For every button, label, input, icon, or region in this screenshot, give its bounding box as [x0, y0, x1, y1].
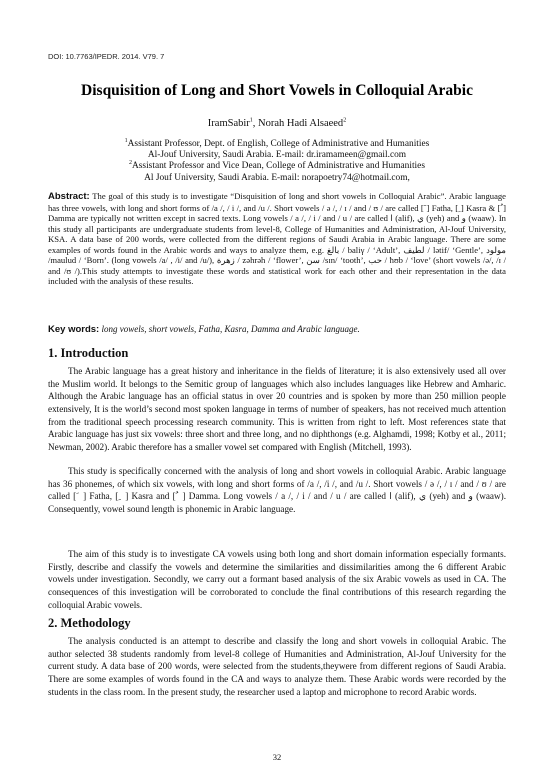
author-separator: , [252, 118, 259, 129]
affiliation-line: Al Jouf University, Saudi Arabia. E-mail: norapoetry74@hotmail.com, [144, 172, 410, 183]
keywords-text: long vowels, short vowels, Fatha, Kasra, Damma and Arabic language. [99, 324, 360, 334]
affiliation-mark: 2 [129, 160, 133, 167]
paragraph: The Arabic language has a great history and inheritance in the fields of literature; it is also extensively used all over the Muslim world. It belongs to the Semitic group of languages which also includes languages like Hebrew and Amharic. Although the Arabic language has an official status in over 20 countries and is spoken by more than 250 million people extensively, It is the world’s second most spoken language in terms of number of speakers, has not received much attention from the traditional speech processing research community. This is written from right to left. Most references state that Arabic language has just six vowels: three short and three long, and no diphthongs (e.g. Alghamdi, 1998; Kotby et al., 2011; Newman, 2002). Arabic therefore has a smaller vowel set compared with English (Mitchell, 1993). [48, 366, 506, 452]
affiliation-line [48, 139, 506, 150]
keywords [48, 324, 506, 335]
affiliation-line: Al-Jouf University, Saudi Arabia. E-mail: dr.iramameen@gmail.com [147, 150, 407, 161]
author-name: IramSabir [207, 118, 250, 129]
affiliation-mark: 1 [124, 137, 128, 144]
author-affiliation-mark: 2 [343, 117, 347, 124]
keywords-label: Key words: [48, 324, 100, 335]
paragraph: This study is specifically concerned with the analysis of long and short vowels in colloquial Arabic. Arabic language has 36 phonemes, of which six vowels, with long and short forms of /a /, /i /, and /u /. Short vowels / ə /, / ɪ / and / ʊ / are called [ َ ] Fatha, [ ِ ] Kasra and [ ُ ] Damma. Long vowels / a /, / i / and / u / are called ا (alif), ي (yeh) and و (waaw). Consequently, vowel sound length is phonemic in Arabic language. [48, 466, 506, 514]
author-affiliation-mark: 1 [249, 117, 253, 124]
section-heading: 1. Introduction [48, 346, 129, 360]
page-number: 32 [272, 752, 282, 762]
paper-title: Disquisition of Long and Short Vowels in Colloquial Arabic [81, 82, 473, 99]
affiliation-line [48, 161, 506, 172]
author-name: Norah Hadi Alsaeed [258, 118, 344, 129]
abstract-text: The goal of this study is to investigate “Disquisition of long and short vowels in Colloquial Arabic”. Arabic language has three vowels, with long and short forms of /a /, / i /, and /u /. Short vowels / ə /, / ɪ / and / ʊ / are called [ َ] Fatha, [ ِ] Kasra & [ ُ] Damma are typically not written except in sacred texts. Long vowels / a /, / i / and / u / are called ا (alif), ي (yeh) and و (waaw). In this study all participants are undergraduate students from level-8, College of Humanities and Administration, Al-Jouf University, KSA. A data base of 200 words, were collected from the different regions of Saudi Arabia in Arabic language. There are some examples of words found in the Arabic words and ways to analyze them, e.g. بالغ / baliγ / ‘Adult’, لطيف / lətif/ ‘Gentle’, مولود /maulud / ‘Born’. (long vowels /a/ , /i/ and /u/), زهرة / zəhrəh / ‘flower’, سن /sɪn/ ‘tooth’, حب / ħʊb / ‘love’ (short vowels /ə/, /ɪ / and /ʊ /).This study attempts to investigate these words and statistical work for each other and their representation in the data included with the analysis of these results. [48, 191, 506, 286]
abstract-label: Abstract: [48, 191, 90, 202]
affiliations [48, 139, 506, 184]
doi-header: DOI: 10.7763/IPEDR. 2014. V79. 7 [48, 52, 165, 61]
abstract [48, 191, 506, 287]
section-heading: 2. Methodology [48, 616, 131, 630]
affiliation-text: Assistant Professor, Dept. of English, College of Administrative and Humanities [127, 139, 430, 149]
affiliation-text: Assistant Professor and Vice Dean, College of Administrative and Humanities [132, 161, 425, 172]
author-line [48, 118, 506, 129]
paragraph: The analysis conducted is an attempt to describe and classify the long and short vowels in colloquial Arabic. The author selected 38 students randomly from level-8 college of Humanities and Administration, Al-Jouf University for the current study. A data base of 200 words, were selected from the students,theywere from different regions of Saudi Arabia. There are some examples of words found in the CA and ways to analyze them. These Arabic words were recorded by the students in the class room. In the present study, the researcher used a laptop and microphone to record Arabic words. [48, 636, 506, 697]
paragraph: The aim of this study is to investigate CA vowels using both long and short domain information especially formants. Firstly, describe and classify the vowels and determine the similarities and dissimilarities among the 6 different Arabic vowels under investigation. Secondly, we carry out a formant based analysis of the six Arabic vowels as used in CA. The consequences of this investigation will be corroborated to conclude the final contributions of this research regarding the colloquial Arabic vowels. [48, 549, 506, 610]
